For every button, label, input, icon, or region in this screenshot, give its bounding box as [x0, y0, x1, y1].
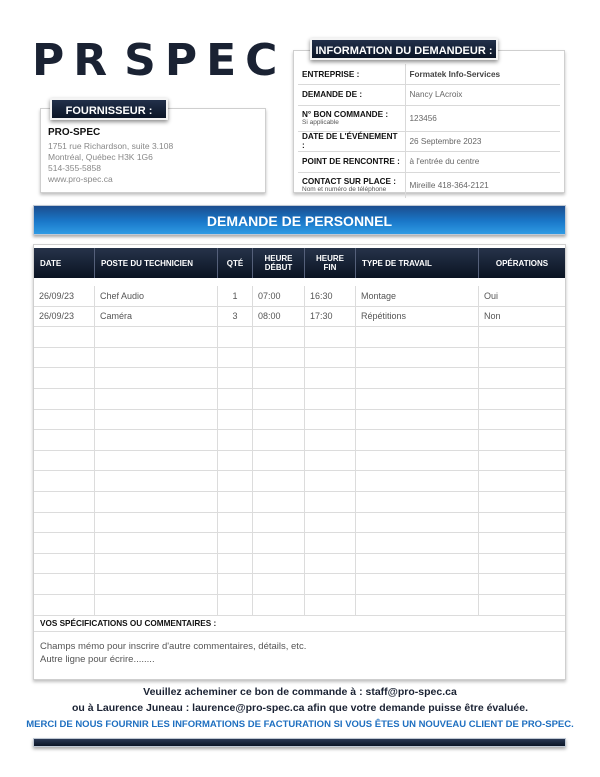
cell-fin[interactable]: 17:30 [305, 307, 356, 327]
cell-ops[interactable] [479, 348, 565, 368]
header-start-time-line1: HEURE [264, 254, 293, 263]
cell-poste[interactable] [95, 327, 218, 347]
cell-date[interactable] [34, 348, 95, 368]
table-row [34, 451, 565, 472]
section-banner: DEMANDE DE PERSONNEL [33, 205, 566, 235]
table-row [34, 348, 565, 369]
cell-debut[interactable] [253, 327, 305, 347]
cell-ops[interactable] [479, 533, 565, 553]
header-start-time [253, 248, 305, 278]
cell-poste[interactable] [95, 554, 218, 574]
cell-debut[interactable] [253, 471, 305, 491]
cell-ops[interactable] [479, 513, 565, 533]
cell-type[interactable]: Montage [356, 286, 479, 306]
cell-debut[interactable] [253, 348, 305, 368]
table-row [34, 513, 565, 534]
cell-fin[interactable] [305, 348, 356, 368]
cell-fin[interactable] [305, 574, 356, 594]
cell-ops[interactable] [479, 471, 565, 491]
cell-type[interactable] [356, 368, 479, 388]
cell-type[interactable] [356, 471, 479, 491]
supplier-website: www.pro-spec.ca [48, 174, 113, 184]
cell-fin[interactable] [305, 492, 356, 512]
comments-line2[interactable]: Autre ligne pour écrire........ [40, 654, 155, 665]
requester-title: INFORMATION DU DEMANDEUR : [310, 38, 498, 60]
requester-row-po-number [298, 105, 560, 131]
event-date-label: DATE DE L'ÉVÉNEMENT : [298, 131, 405, 152]
supplier-address-line2: Montréal, Québec H3K 1G6 [48, 152, 153, 162]
header-work-type: TYPE DE TRAVAIL [356, 248, 479, 278]
personnel-table-header [34, 248, 565, 278]
table-row [34, 410, 565, 431]
cell-type[interactable]: Répétitions [356, 307, 479, 327]
cell-debut[interactable] [253, 389, 305, 409]
cell-poste[interactable] [95, 492, 218, 512]
cell-type[interactable] [356, 451, 479, 471]
table-row [34, 307, 565, 328]
supplier-address-line1: 1751 rue Richardson, suite 3.108 [48, 141, 174, 151]
cell-poste[interactable]: Chef Audio [95, 286, 218, 306]
cell-ops[interactable] [479, 327, 565, 347]
footer-bar [33, 738, 566, 747]
cell-qte[interactable] [218, 348, 253, 368]
cell-poste[interactable] [95, 389, 218, 409]
cell-debut[interactable] [253, 554, 305, 574]
header-start-time-line2: DÉBUT [264, 263, 293, 272]
table-row [34, 389, 565, 410]
cell-ops[interactable] [479, 574, 565, 594]
meeting-point-label: POINT DE RENCONTRE : [298, 152, 405, 173]
cell-debut[interactable] [253, 574, 305, 594]
requested-by-value[interactable]: Nancy LAcroix [405, 85, 560, 106]
cell-debut[interactable] [253, 410, 305, 430]
logo-text-right: SPEC [124, 35, 287, 86]
cell-date[interactable] [34, 327, 95, 347]
cell-fin[interactable] [305, 410, 356, 430]
cell-date[interactable] [34, 492, 95, 512]
onsite-contact-label: CONTACT SUR PLACE : Nom et numéro de téléphone [298, 172, 405, 198]
footer-send-to: Veuillez acheminer ce bon de commande à : staff@pro-spec.ca [143, 686, 457, 698]
header-operations: OPÉRATIONS [495, 258, 549, 268]
cell-qte[interactable]: 3 [218, 307, 253, 327]
cell-poste[interactable] [95, 533, 218, 553]
table-row [34, 471, 565, 492]
cell-type[interactable] [356, 389, 479, 409]
cell-qte[interactable] [218, 513, 253, 533]
cell-type[interactable] [356, 574, 479, 594]
cell-type[interactable] [356, 554, 479, 574]
logo-text-left: PR [32, 35, 117, 86]
cell-fin[interactable] [305, 451, 356, 471]
cell-ops[interactable] [479, 492, 565, 512]
cell-date[interactable] [34, 430, 95, 450]
cell-qte[interactable] [218, 574, 253, 594]
cell-qte[interactable] [218, 595, 253, 615]
onsite-contact-hint: Nom et numéro de téléphone [302, 186, 387, 194]
comments-label: VOS SPÉCIFICATIONS OU COMMENTAIRES : [40, 619, 217, 628]
footer-alt-contact: ou à Laurence Juneau : laurence@pro-spec.ca afin que votre demande puisse être évaluée. [71, 702, 529, 714]
cell-date[interactable] [34, 574, 95, 594]
cell-ops[interactable] [479, 595, 565, 615]
table-row [34, 574, 565, 595]
cell-type[interactable] [356, 430, 479, 450]
comments-line1[interactable]: Champs mémo pour inscrire d'autre commentaires, détails, etc. [40, 641, 307, 652]
pro-spec-logo [32, 35, 287, 86]
cell-debut[interactable]: 07:00 [253, 286, 305, 306]
cell-date[interactable] [34, 595, 95, 615]
cell-poste[interactable] [95, 430, 218, 450]
cell-qte[interactable] [218, 327, 253, 347]
table-row [34, 430, 565, 451]
cell-qte[interactable] [218, 471, 253, 491]
cell-qte[interactable] [218, 533, 253, 553]
header-quantity: QTÉ [218, 248, 253, 278]
requester-table [298, 64, 560, 198]
cell-type[interactable] [356, 492, 479, 512]
cell-ops[interactable] [479, 410, 565, 430]
po-number-hint: Si applicable [302, 119, 339, 126]
cell-date[interactable] [34, 554, 95, 574]
cell-type[interactable] [356, 410, 479, 430]
cell-debut[interactable] [253, 595, 305, 615]
supplier-title: FOURNISSEUR : [50, 98, 168, 120]
requester-row-meeting-point [298, 152, 560, 173]
supplier-phone: 514-355-5858 [48, 163, 101, 173]
cell-ops[interactable] [479, 430, 565, 450]
cell-debut[interactable] [253, 430, 305, 450]
cell-poste[interactable] [95, 348, 218, 368]
header-technician-position: POSTE DU TECHNICIEN [95, 248, 218, 278]
header-end-time-line1: HEURE [315, 254, 344, 263]
cell-poste[interactable] [95, 368, 218, 388]
cell-date[interactable] [34, 471, 95, 491]
onsite-contact-value[interactable]: Mireille 418-364-2121 [409, 180, 489, 190]
cell-qte[interactable] [218, 554, 253, 574]
footer-billing-notice: MERCI DE NOUS FOURNIR LES INFORMATIONS DE FACTURATION SI VOUS ÊTES UN NOUVEAU CLIENT DE PRO-SPEC. [26, 719, 574, 730]
cell-debut[interactable] [253, 513, 305, 533]
company-label: ENTREPRISE : [298, 64, 405, 85]
cell-ops[interactable]: Non [484, 311, 501, 322]
cell-qte[interactable] [218, 492, 253, 512]
cell-type[interactable] [356, 513, 479, 533]
po-number-label: N° BON COMMANDE : Si applicable [298, 105, 405, 131]
cell-debut[interactable] [253, 368, 305, 388]
po-number-value[interactable]: 123456 [405, 105, 560, 131]
cell-fin[interactable] [305, 389, 356, 409]
table-row [34, 368, 565, 389]
requester-row-event-date [298, 131, 560, 152]
event-date-value[interactable]: 26 Septembre 2023 [405, 131, 560, 152]
cell-poste[interactable]: Caméra [95, 307, 218, 327]
cell-fin[interactable] [305, 533, 356, 553]
cell-type[interactable] [356, 595, 479, 615]
cell-date[interactable] [34, 533, 95, 553]
header-end-time [305, 248, 356, 278]
cell-debut[interactable] [253, 492, 305, 512]
cell-fin[interactable] [305, 595, 356, 615]
cell-qte[interactable] [218, 368, 253, 388]
header-date: DATE [34, 248, 95, 278]
cell-poste[interactable] [95, 410, 218, 430]
table-row [34, 554, 565, 575]
cell-fin[interactable]: 16:30 [305, 286, 356, 306]
cell-fin[interactable] [305, 327, 356, 347]
cell-fin[interactable] [305, 430, 356, 450]
cell-date[interactable]: 26/09/23 [34, 286, 95, 306]
cell-date[interactable] [34, 410, 95, 430]
table-row [34, 492, 565, 513]
supplier-name: PRO-SPEC [48, 127, 101, 138]
cell-date[interactable] [34, 513, 95, 533]
personnel-table-body [34, 286, 565, 616]
cell-type[interactable] [356, 533, 479, 553]
cell-qte[interactable] [218, 451, 253, 471]
cell-poste[interactable] [95, 513, 218, 533]
requested-by-label: DEMANDE DE : [298, 85, 405, 106]
cell-debut[interactable] [253, 451, 305, 471]
cell-ops[interactable] [479, 451, 565, 471]
cell-ops[interactable] [479, 554, 565, 574]
header-end-time-line2: FIN [323, 263, 337, 272]
cell-ops[interactable] [479, 368, 565, 388]
cell-poste[interactable] [95, 595, 218, 615]
table-row [34, 533, 565, 554]
cell-ops[interactable]: Oui [484, 290, 499, 301]
cell-type[interactable] [356, 327, 479, 347]
cell-fin[interactable] [305, 471, 356, 491]
cell-date[interactable] [34, 451, 95, 471]
company-value[interactable]: Formatek Info-Services [405, 64, 560, 85]
cell-date[interactable]: 26/09/23 [34, 307, 95, 327]
cell-poste[interactable] [95, 574, 218, 594]
requester-row-requested-by [298, 85, 560, 106]
cell-qte[interactable] [218, 389, 253, 409]
cell-poste[interactable] [95, 451, 218, 471]
cell-ops[interactable] [479, 389, 565, 409]
cell-qte[interactable]: 1 [218, 286, 253, 306]
cell-debut[interactable] [253, 533, 305, 553]
table-row [34, 327, 565, 348]
cell-debut[interactable]: 08:00 [253, 307, 305, 327]
meeting-point-value[interactable]: à l'entrée du centre [405, 152, 560, 173]
cell-fin[interactable] [305, 368, 356, 388]
cell-type[interactable] [356, 348, 479, 368]
cell-date[interactable] [34, 368, 95, 388]
comments-divider [34, 631, 565, 632]
cell-qte[interactable] [218, 410, 253, 430]
cell-qte[interactable] [218, 430, 253, 450]
requester-row-company [298, 64, 560, 85]
requester-row-onsite-contact [298, 172, 560, 198]
cell-fin[interactable] [305, 513, 356, 533]
cell-fin[interactable] [305, 554, 356, 574]
cell-poste[interactable] [95, 471, 218, 491]
table-row [34, 595, 565, 616]
cell-date[interactable] [34, 389, 95, 409]
table-row [34, 286, 565, 307]
